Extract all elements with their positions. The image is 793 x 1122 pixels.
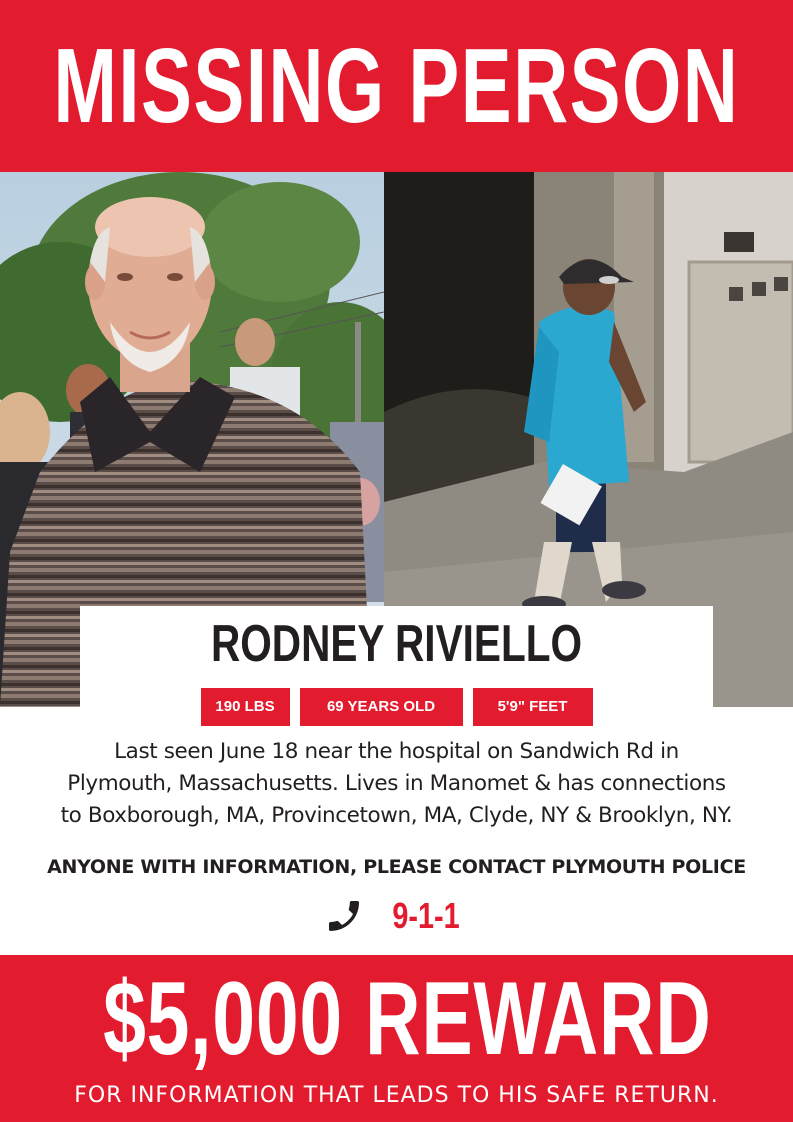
reward-banner xyxy=(0,955,793,1122)
last-seen-details xyxy=(0,736,793,832)
name-card xyxy=(80,606,713,715)
details-line-1: Last seen June 18 near the hospital on Sandwich Rd in xyxy=(114,739,679,764)
height-badge: 5'9" FEET xyxy=(473,688,593,726)
details-line-2: Plymouth, Massachusetts. Lives in Manomet & has connections xyxy=(67,771,726,796)
weight-badge: 190 LBS xyxy=(201,688,290,726)
age-badge: 69 YEARS OLD xyxy=(300,688,463,726)
phone-icon xyxy=(324,896,364,936)
phone-row xyxy=(0,894,793,938)
phone-number: 9-1-1 xyxy=(392,895,461,936)
top-banner xyxy=(0,0,793,172)
person-name: RODNEY RIVIELLO xyxy=(210,615,583,673)
stats-row xyxy=(80,688,713,726)
poster-headline: MISSING PERSON xyxy=(53,27,740,145)
details-line-3: to Boxborough, MA, Provincetown, MA, Clyde, NY & Brooklyn, NY. xyxy=(60,803,733,828)
reward-subtitle: FOR INFORMATION THAT LEADS TO HIS SAFE RETURN. xyxy=(74,1083,719,1108)
reward-title: $5,000 REWARD xyxy=(103,961,712,1077)
contact-instruction: ANYONE WITH INFORMATION, PLEASE CONTACT PLYMOUTH POLICE xyxy=(47,856,746,878)
